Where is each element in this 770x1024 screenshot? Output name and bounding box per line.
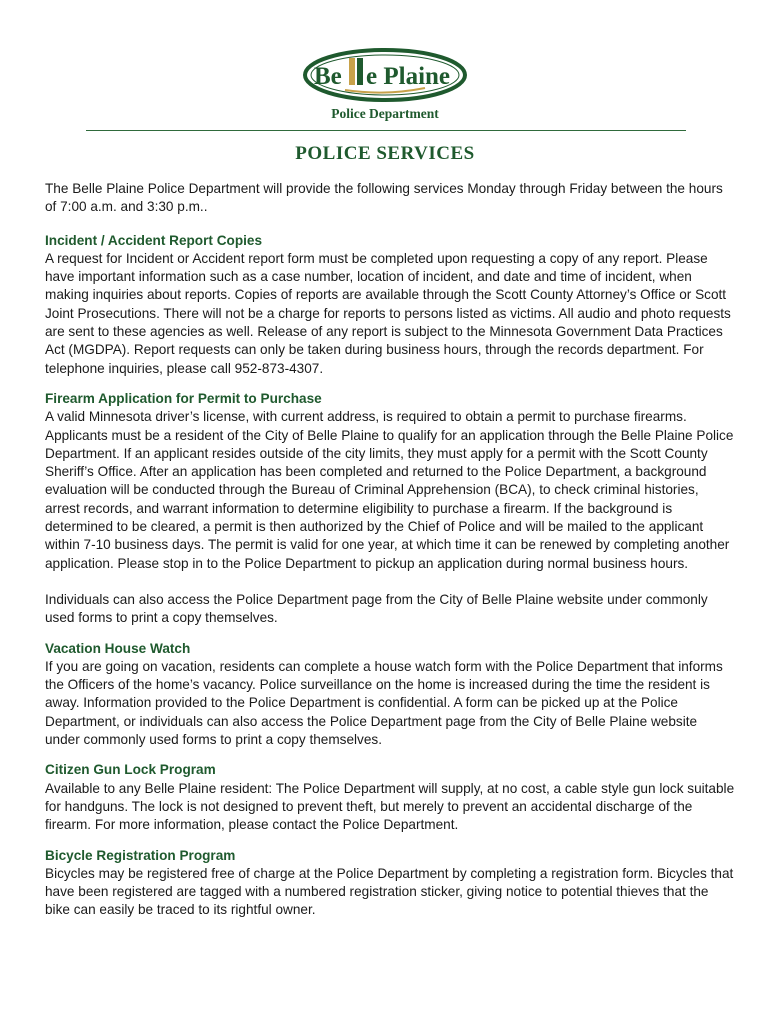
logo-text-left: Be — [314, 63, 342, 90]
section-incident-reports — [45, 232, 735, 378]
section-bicycle-registration — [45, 847, 735, 920]
section-body: Available to any Belle Plaine resident: The Police Department will supply, at no cost, a cable style gun lock suitable for handguns. The lock is not designed to prevent theft, but merely to prevent an accidental discharge of the firearm. For more information, please contact the Police Department. — [45, 780, 735, 833]
intro-paragraph: The Belle Plaine Police Department will provide the following services Monday through Friday between the hours of 7:00 a.m. and 3:30 p.m.. — [45, 181, 723, 215]
section-firearm-permit — [45, 390, 735, 628]
page-title: POLICE SERVICES — [295, 143, 475, 164]
belle-plaine-logo — [300, 44, 470, 106]
section-vacation-house-watch — [45, 640, 735, 750]
section-gun-lock-program — [45, 761, 735, 834]
header-divider — [86, 130, 686, 131]
section-heading: Citizen Gun Lock Program — [45, 762, 216, 778]
section-body: Bicycles may be registered free of charge at the Police Department by completing a registration form. Bicycles that have been registered are tagged with a numbered registration sticker, giving notice to potential thieves that the bike can easily be traced to its rightful owner. — [45, 865, 734, 918]
section-body: A request for Incident or Accident report form must be completed upon requesting a copy of any report. Please have important information such as a case number, location of incident, and date and time of incident, when making inquiries about reports. Copies of reports are available through the Scott County Attorney’s Office or Scott Joint Prosecutions. There will not be a charge for reports to persons listed as victims. All audio and photo requests are sent to these agencies as well. Release of any report is subject to the Minnesota Government Data Practices Act (MGDPA). Report requests can only be taken during business hours, through the records department. For telephone inquiries, please call 952-873-4307. — [45, 250, 731, 376]
section-extra-paragraph: Individuals can also access the Police Department page from the City of Belle Plaine website under commonly used forms to print a copy themselves. — [45, 591, 708, 626]
logo-text-right: e Plaine — [366, 63, 451, 90]
section-body: If you are going on vacation, residents can complete a house watch form with the Police Department that informs the Officers of the home’s vacancy. Police surveillance on the home is increased during the time the resident is away. Information provided to the Police Department is confidential. A form can be picked up at the Police Department, or individuals can also access the Police Department page from the City of Belle Plaine website under commonly used forms to print a copy themselves. — [45, 658, 723, 748]
document-body — [45, 180, 735, 932]
section-heading: Firearm Application for Permit to Purchase — [45, 390, 322, 406]
department-name: Police Department — [331, 106, 439, 121]
section-heading: Bicycle Registration Program — [45, 847, 236, 863]
section-heading: Vacation House Watch — [45, 640, 191, 656]
section-body: A valid Minnesota driver’s license, with current address, is required to obtain a permit to purchase firearms. Applicants must be a resident of the City of Belle Plaine to qualify for an application through the Belle Plaine Police Department. If an applicant resides outside of the city limits, they must apply for a permit with the Scott County Sheriff’s Office. After an application has been completed and returned to the Police Department, a background evaluation will be conducted through the Bureau of Criminal Apprehension (BCA), to check criminal histories, arrest records, and warrant information to determine eligibility to purchase a firearm. If the background is determined to be cleared, a permit is then authorized by the Chief of Police and will be mailed to the applicant within 7-10 business days. The permit is valid for one year, at which time it can be renewed by completing another application. Please stop in to the Police Department to pickup an application during normal business hours. — [45, 409, 734, 571]
section-heading: Incident / Accident Report Copies — [45, 232, 263, 248]
